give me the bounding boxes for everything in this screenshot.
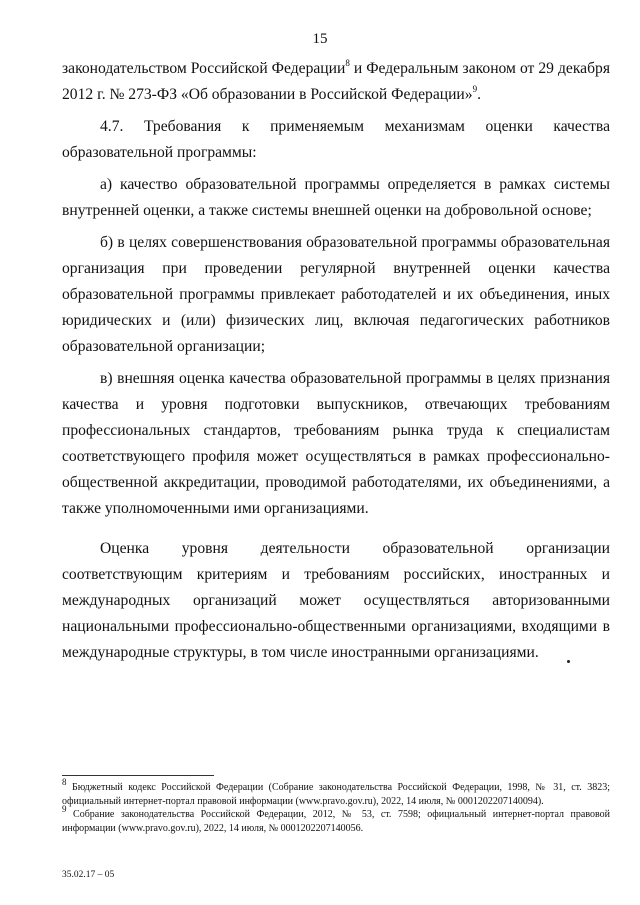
paragraph-item-v: в) внешняя оценка качества образовательной программы в целях признания качества и уровня подготовки выпускников, отвечающих требованиям профессиональных стандартов, требованиям рынка труда к специалистам соответствующего профиля может осуществляться в рамках профессионально-общественной аккредитации, проводимой работодателями, их объединениями, а также уполномоченными ими организациями.	[62, 370, 610, 517]
footnote-ref-8[interactable]: 8	[345, 57, 350, 68]
footnote-divider	[62, 775, 214, 776]
paragraph-text: .	[477, 86, 481, 103]
document-code: 35.02.17 – 05	[62, 870, 115, 880]
paragraph-text: и Федеральным законом от 29 декабря 2012 г. № 273-ФЗ «Об образовании в Российской Федерации»	[62, 60, 610, 103]
footnotes	[62, 776, 610, 835]
footnote-text: Собрание законодательства Российской Федерации, 2012, № 53, ст. 7598; официальный интернет-портал правовой информации (www.pravo.gov.ru), 2022, 14 июля, № 0001202207140056.	[62, 809, 610, 834]
footnote-9	[62, 803, 610, 835]
footnote-marker: 8	[62, 776, 67, 787]
paragraph-continuation	[62, 56, 610, 108]
paragraph-item-a: а) качество образовательной программы определяется в рамках системы внутренней оценки, а также системы внешней оценки на добровольной основе;	[62, 176, 610, 219]
paragraph-text: законодательством Российской Федерации	[62, 60, 346, 77]
body-text	[62, 56, 610, 666]
paragraph-item-b: б) в целях совершенствования образовательной программы образовательная организация при проведении регулярной внутренней оценки качества образовательной программы привлекает работодателей и их объединения, иных юридических и (или) физических лиц, включая педагогических работников образовательной организации;	[62, 234, 610, 355]
page-number: 15	[312, 31, 328, 47]
paragraph-section-4-7: 4.7. Требования к применяемым механизмам оценки качества образовательной программы:	[62, 118, 610, 161]
footnote-8	[62, 776, 610, 808]
paragraph-assessment: Оценка уровня деятельности образовательной организации соответствующим критериям и требованиям российских, иностранных и международных организаций может осуществляться авторизованными национальными профессионально-общественными организациями, входящими в международные структуры, в том числе иностранными организациями.	[62, 540, 610, 661]
footnote-text: Бюджетный кодекс Российской Федерации (Собрание законодательства Российской Федерации, 1998, № 31, ст. 3823; официальный интернет-портал правовой информации (www.pravo.gov.ru), 2022, 14 июля, № 0001202207140094).	[62, 782, 610, 807]
footnote-ref-9[interactable]: 9	[472, 83, 478, 94]
footnote-marker: 9	[62, 803, 67, 814]
stray-mark	[567, 660, 570, 663]
